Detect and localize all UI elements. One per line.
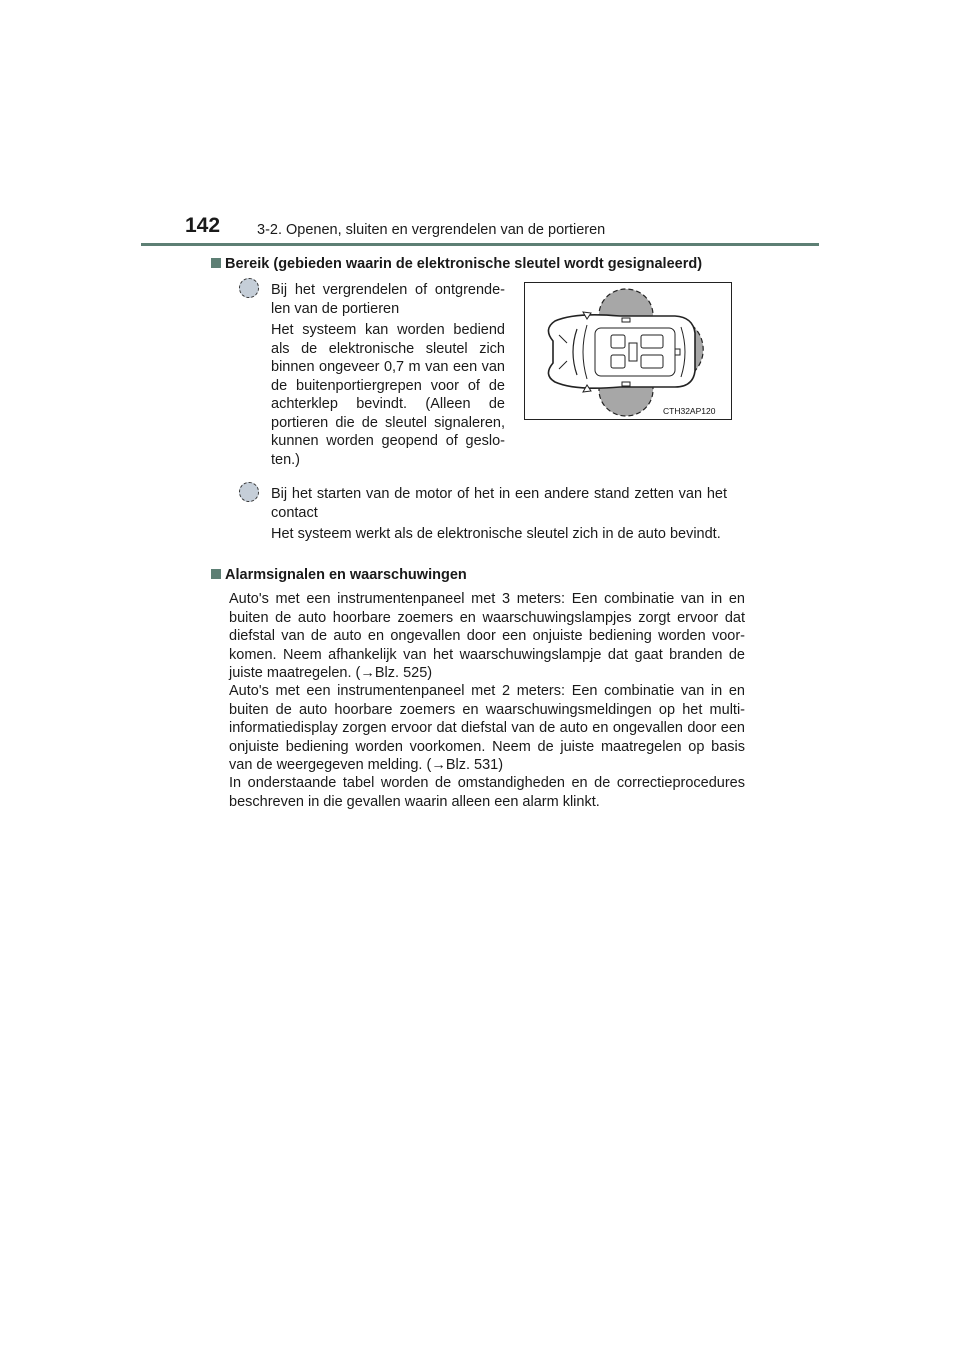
square-bullet-icon <box>211 258 221 268</box>
car-top-view-illustration <box>525 283 731 419</box>
paragraph-two-meters: Auto's met een instrumentenpaneel met 2 meters: Een combinatie van in en buiten de auto hoorbare zoemers en waarschuwingsmeldingen op het multi-informatiedisplay zorgen ervoor dat diefstal van de auto en ongevallen door een onjuiste bediening worden voorkomen. Neem de juiste maatregelen op basis van de weergegeven melding. (→Blz. 531) <box>229 683 745 773</box>
heading-alarms-text: Alarmsignalen en waarschuwingen <box>225 567 467 583</box>
section-title: 3-2. Openen, sluiten en vergrendelen van de portieren <box>257 222 606 238</box>
square-bullet-icon <box>211 569 221 579</box>
heading-range <box>211 256 702 272</box>
bullet-locking-title: Bij het vergrendelen of ontgrende-len van de portieren <box>271 282 505 317</box>
paragraph-three-meters: Auto's met een instrumentenpaneel met 3 meters: Een combinatie van in en buiten de auto hoorbare zoemers en waarschuwingslampjes zorgt ervoor dat diefstal van de auto en ongevallen door een onjuiste bediening worden voor-komen. Neem afhankelijk van het waarschuwingslampje dat gaat branden de juiste maatregelen. (→Blz. 525) <box>229 591 745 681</box>
bullet-locking-body: Het systeem kan worden bediend als de elektronische sleutel zich binnen ongeveer 0,7 m van een van de buitenportiergrepen voor of de achterklep bevindt. (Alleen de portieren die de sleutel signaleren, kunnen worden geopend of geslo-ten.) <box>271 322 505 468</box>
dashed-circle-icon <box>239 278 259 298</box>
paragraph-table-intro: In onderstaande tabel worden de omstandigheden en de correctieprocedures beschreven in die gevallen waarin alleen een alarm klinkt. <box>229 775 745 810</box>
page-number: 142 <box>185 214 221 237</box>
detection-range-figure <box>524 282 732 420</box>
dashed-circle-icon <box>239 482 259 502</box>
heading-range-text: Bereik (gebieden waarin de elektronische sleutel wordt gesignaleerd) <box>225 256 703 272</box>
heading-alarms <box>211 567 467 583</box>
header-divider <box>141 243 819 246</box>
bullet-starting-title: Bij het starten van de motor of het in een andere stand zetten van het contact <box>271 486 727 521</box>
figure-code: CTH32AP120 <box>663 406 716 416</box>
bullet-starting-body: Het systeem werkt als de elektronische sleutel zich in de auto bevindt. <box>271 526 721 542</box>
